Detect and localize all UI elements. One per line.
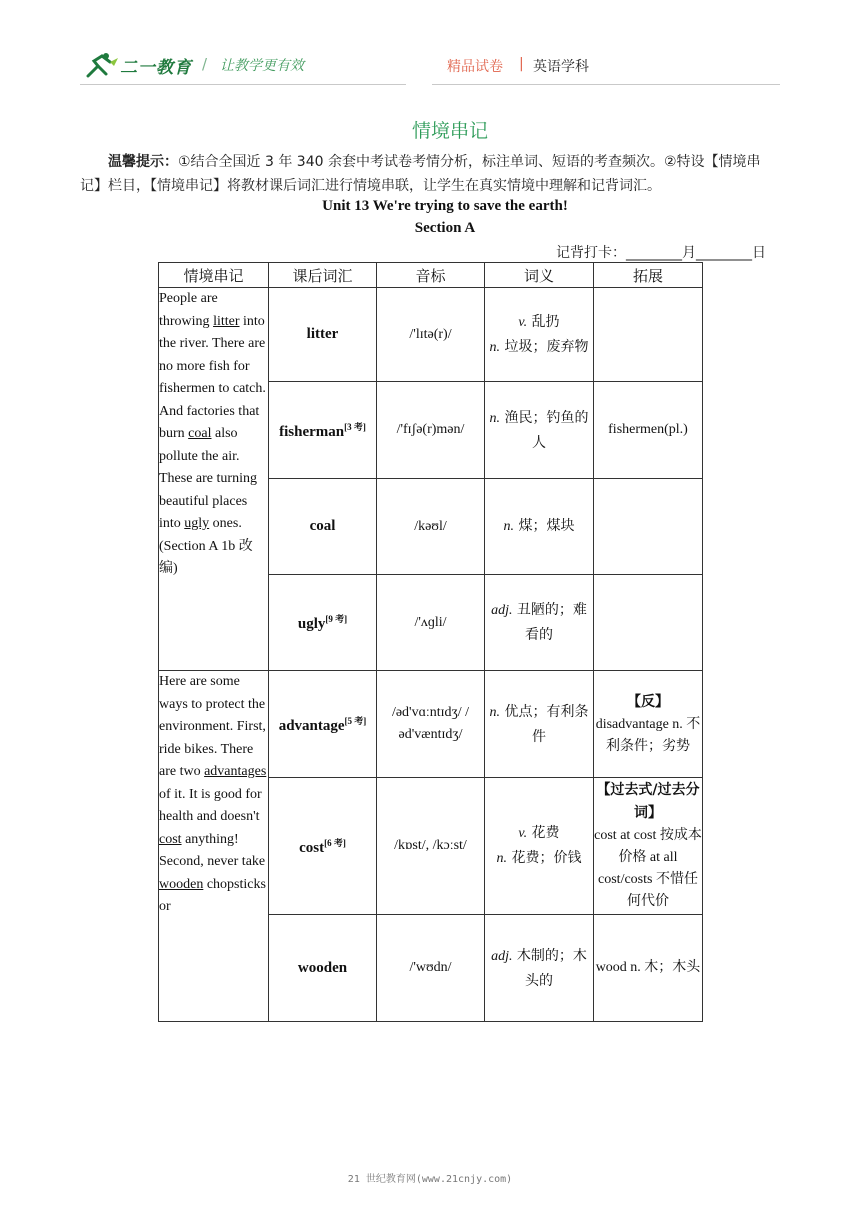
meaning-cell [485, 915, 594, 1022]
phonetic: /'lɪtə(r)/ [409, 326, 452, 342]
header-rule-right [432, 84, 780, 85]
context-keyword: cost [159, 831, 182, 847]
extension-cell [594, 479, 703, 575]
vocab-word: advantage [278, 717, 345, 734]
vocab-word: wooden [297, 959, 348, 976]
column-header: 词义 [485, 263, 594, 288]
phonetic: /'fɪʃə(r)mən/ [396, 422, 465, 437]
meaning-text: 煤；煤块 [514, 518, 575, 534]
extension-cell [594, 778, 703, 915]
table-row [159, 671, 703, 778]
phonetic-cell [377, 575, 485, 671]
column-header: 音标 [377, 263, 485, 288]
meaning-cell [485, 671, 594, 778]
part-of-speech: n. [503, 519, 515, 534]
subject-label: 英语学科 [533, 59, 589, 75]
context-cell [159, 671, 269, 1022]
context-text: of it. It is good for health and doesn't [159, 786, 262, 824]
phonetic: /'wʊdn/ [409, 960, 452, 975]
extension-cell [594, 575, 703, 671]
vocab-word-cell [269, 382, 377, 479]
phonetic-cell [377, 915, 485, 1022]
section-heading: Section A [414, 220, 476, 236]
context-text: People are throwing [159, 291, 218, 329]
vocab-word: litter [306, 326, 339, 342]
vocab-word: ugly [297, 616, 326, 632]
part-of-speech: adj. [491, 948, 513, 964]
vocab-word-cell [269, 575, 377, 671]
part-of-speech: v. [518, 826, 528, 841]
unit-heading: Unit 13 We're trying to save the earth! [322, 198, 568, 214]
column-header: 拓展 [594, 263, 703, 288]
context-keyword: coal [188, 426, 212, 441]
part-of-speech: n. [489, 410, 501, 426]
phonetic: /əd'vɑːntɪdʒ/ /əd'væntɪdʒ/ [391, 705, 470, 742]
extension-text: fishermen(pl.) [608, 422, 688, 437]
phonetic: /kəʊl/ [414, 518, 447, 534]
tip-text: ①结合全国近 3 年 340 余套中考试卷考情分析，标注单词、短语的考查频次。②特设【情境串记】栏目，【情境串记】将教材课后词汇进行情境串联，让学生在真实情境中理解和记背词汇。 [80, 154, 761, 194]
part-of-speech: adj. [491, 603, 513, 618]
column-header: 课后词汇 [269, 263, 377, 288]
slogan-separator: / [202, 55, 208, 73]
meaning-text: 乱扔 [527, 313, 560, 330]
context-text: into the river. There are no more fish for fishermen to catch. And factories that burn [159, 313, 266, 441]
exam-frequency: [6 考] [324, 837, 346, 848]
phonetic: /'ʌɡli/ [414, 614, 447, 630]
vocab-word-cell [269, 778, 377, 915]
exam-frequency: [9 考] [325, 614, 348, 624]
extension-text: disadvantage n. 不利条件；劣势 [595, 716, 701, 754]
header-separator: | [519, 56, 524, 72]
extension-label: 【反】 [627, 693, 669, 710]
page-footer: 21 世纪教育网(www.21cnjy.com) [347, 1174, 513, 1185]
vocab-word: cost [299, 839, 325, 856]
meaning-text: 丑陋的；难看的 [512, 602, 587, 643]
meaning-text: 木制的；木头的 [512, 947, 587, 989]
extension-label: 【过去式/过去分词】 [596, 782, 700, 821]
tip-label: 温馨提示： [108, 154, 178, 170]
vocab-word-cell [269, 915, 377, 1022]
phonetic: /kɒst/, /kɔːst/ [394, 838, 467, 853]
phonetic-cell [377, 479, 485, 575]
context-keyword: ugly [184, 516, 210, 531]
vocab-word: coal [309, 518, 336, 534]
checkin-line: 记背打卡：________月________日 [556, 245, 766, 261]
phonetic-cell [377, 288, 485, 382]
vocab-table [158, 262, 703, 1022]
context-text: ones.(Section A 1b 改编) [159, 516, 253, 576]
part-of-speech: n. [496, 851, 508, 866]
table-row [159, 288, 703, 382]
tip-paragraph [80, 150, 780, 198]
context-keyword: litter [213, 313, 240, 329]
meaning-text: 垃圾；废弃物 [500, 338, 589, 355]
vocab-word: fisherman [279, 423, 345, 440]
meaning-cell [485, 288, 594, 382]
extension-cell [594, 671, 703, 778]
meaning-cell [485, 778, 594, 915]
context-text: Here are some ways to protect the environment. First, ride bikes. There are two [159, 674, 266, 779]
vocab-word-cell [269, 288, 377, 382]
context-cell [159, 288, 269, 671]
meaning-text: 花费；价钱 [507, 850, 582, 866]
exam-frequency: [5 考] [344, 715, 367, 726]
exam-frequency: [3 考] [344, 421, 366, 432]
table-header-row [159, 263, 703, 288]
part-of-speech: n. [489, 704, 501, 720]
brand-name: 二一教育 [120, 58, 192, 78]
vocab-word-cell [269, 671, 377, 778]
context-keyword: advantages [204, 764, 267, 779]
page-title: 情境串记 [411, 120, 488, 142]
context-text: anything! Second, never take [159, 831, 266, 869]
extension-cell [594, 288, 703, 382]
context-keyword: wooden [159, 876, 204, 892]
meaning-text: 花费 [527, 825, 560, 841]
part-of-speech: n. [489, 339, 501, 355]
phonetic-cell [377, 382, 485, 479]
meaning-cell [485, 479, 594, 575]
page-header [0, 0, 860, 100]
meaning-cell [485, 575, 594, 671]
extension-cell [594, 382, 703, 479]
extension-text: cost at cost 按成本价格 at all cost/costs 不惜任何代价 [594, 828, 702, 909]
slogan: 让教学更有效 [220, 58, 304, 74]
phonetic-cell [377, 671, 485, 778]
phonetic-cell [377, 778, 485, 915]
meaning-text: 渔民；钓鱼的人 [500, 409, 589, 451]
vocab-word-cell [269, 479, 377, 575]
part-of-speech: v. [518, 314, 528, 330]
meaning-cell [485, 382, 594, 479]
extension-text: wood n. 木；木头 [595, 960, 701, 975]
context-text: chopsticks or [159, 876, 266, 914]
column-header: 情境串记 [159, 263, 269, 288]
header-rule-left [80, 84, 406, 85]
paper-type-label: 精品试卷 [447, 59, 503, 75]
meaning-text: 优点；有利条件 [500, 703, 589, 745]
extension-cell [594, 915, 703, 1022]
context-text: also pollute the air. These are turning beautiful places into [159, 426, 257, 531]
runner-logo-icon [84, 52, 120, 78]
